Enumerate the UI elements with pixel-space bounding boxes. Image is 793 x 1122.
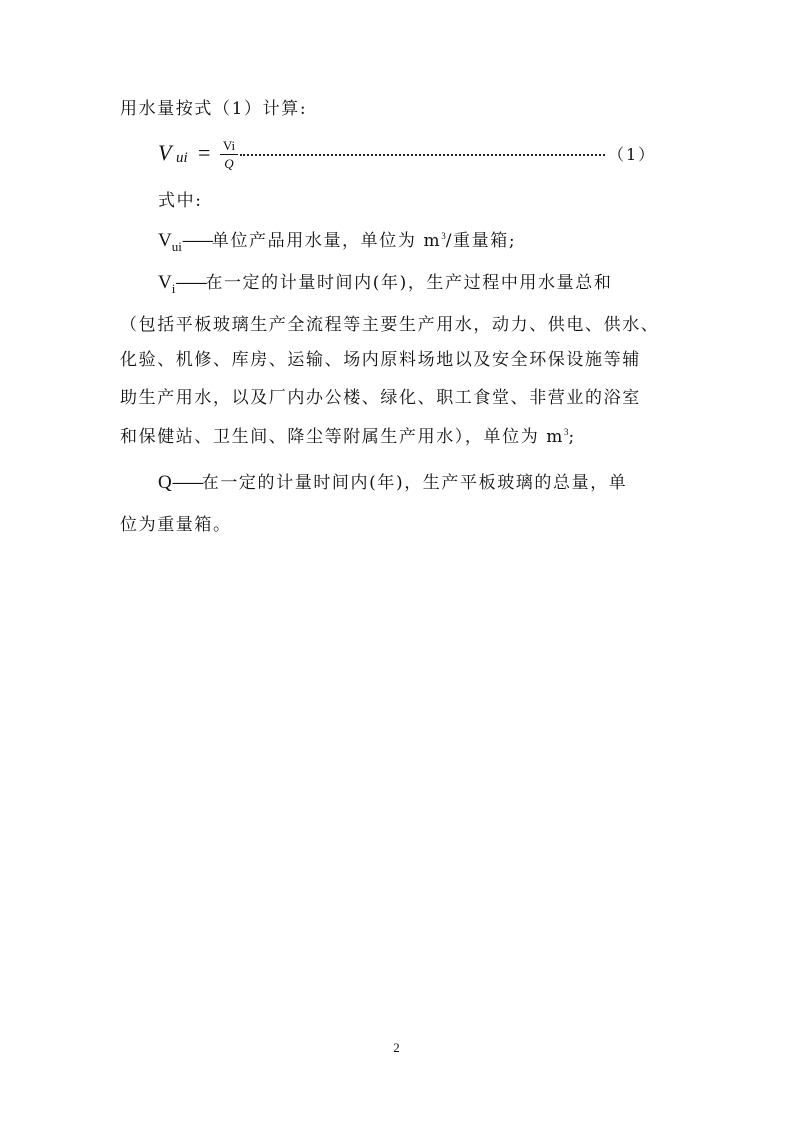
def-q-text: 在一定的计量时间内(年)，生产平板玻璃的总量，单 — [201, 473, 628, 493]
def-vui-unit-sup: 3 — [441, 231, 446, 241]
def-vui — [158, 230, 516, 254]
def-q-symbol: Q — [158, 472, 172, 493]
def-vi-line5 — [120, 426, 576, 450]
def-vi-line5-text: 和保健站、卫生间、降尘等附属生产用水），单位为 m — [120, 427, 565, 447]
def-vui-symbol: V — [158, 230, 172, 251]
def-vui-subscript: ui — [171, 239, 182, 254]
def-vi-line5-end: ; — [568, 427, 576, 447]
formula-leader-dots — [240, 154, 605, 156]
formula-tag: （1） — [608, 145, 657, 164]
intro-line: 用水量按式（1）计算: — [120, 99, 308, 119]
def-vi-line4: 助生产用水，以及厂内办公楼、绿化、职工食堂、非营业的浴室 — [120, 388, 641, 408]
def-vi-symbol: V — [158, 272, 172, 293]
def-vui-text: 单位产品用水量，单位为 m — [211, 231, 442, 251]
def-vi-line1 — [158, 272, 612, 295]
formula-numerator: Vi — [222, 138, 236, 153]
def-q-line1 — [158, 472, 627, 494]
page-number: 2 — [393, 1040, 400, 1055]
formula-fraction-bar — [220, 154, 238, 155]
def-vi-line3: 化验、机修、库房、运输、场内原料场地以及安全环保设施等辅 — [120, 350, 641, 370]
def-q-line2: 位为重量箱。 — [120, 515, 232, 535]
def-vui-dash: —— — [181, 231, 212, 251]
formula-lhs-subscript: ui — [176, 150, 188, 166]
def-vi-subscript: i — [171, 281, 176, 296]
def-vi-text: 在一定的计量时间内(年)，生产过程中用水量总和 — [205, 273, 613, 293]
def-q-dash: —— — [171, 473, 202, 493]
def-vui-text-end: /重量箱; — [445, 231, 517, 251]
where-label: 式中: — [158, 191, 203, 211]
formula — [158, 138, 657, 178]
def-vi-line2: （包括平板玻璃生产全流程等主要生产用水，动力、供电、供水、 — [120, 315, 660, 335]
formula-denominator: Q — [224, 156, 234, 171]
formula-equals: = — [198, 140, 211, 165]
formula-lhs-symbol: V — [158, 140, 172, 165]
def-vi-dash: —— — [175, 273, 206, 293]
def-vi-unit-sup: 3 — [564, 427, 569, 437]
